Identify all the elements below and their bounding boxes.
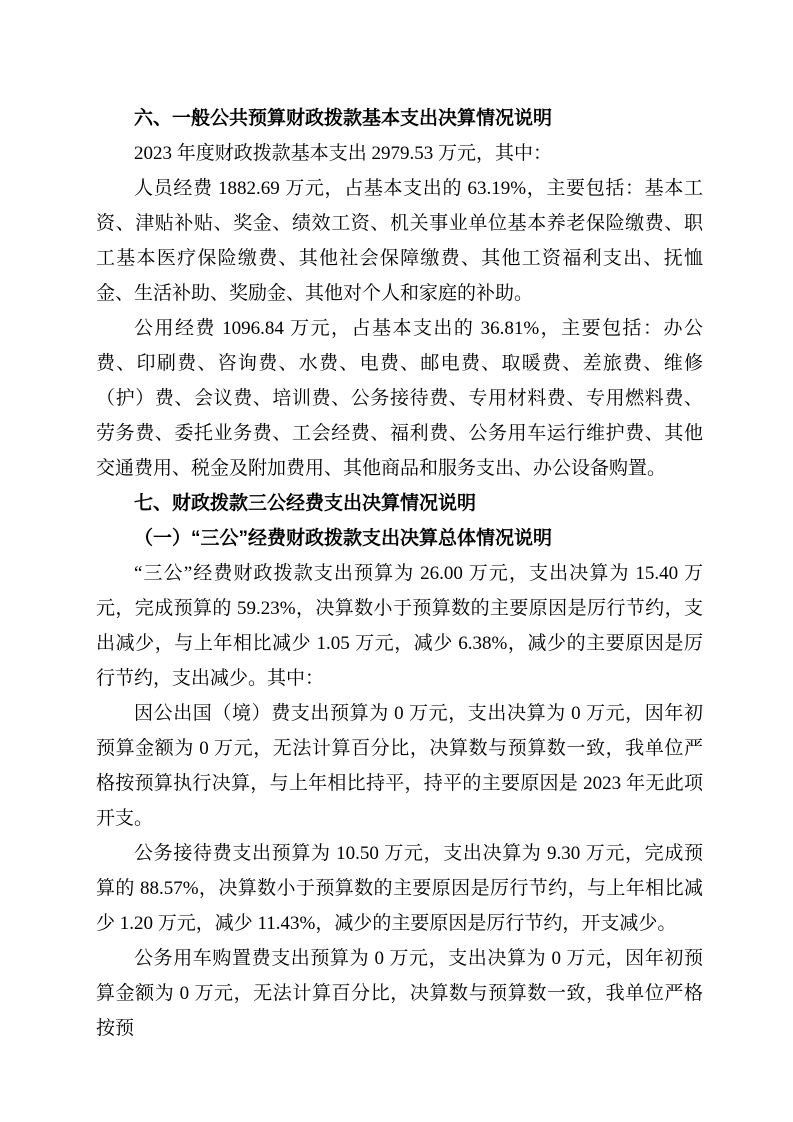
para-personnel-expenses: 人员经费 1882.69 万元，占基本支出的 63.19%，主要包括：基本工资、津贴补贴、奖金、绩效工资、机关事业单位基本养老保险缴费、职工基本医疗保险缴费、其他社会保障缴费、其他工资福利支出、抚恤金、生活补助、奖励金、其他对个人和家庭的补助。 xyxy=(96,178,703,304)
section-heading-basic-expenditure: 六、一般公共预算财政拨款基本支出决算情况说明 xyxy=(134,108,553,129)
para-total-basic-expenditure: 2023 年度财政拨款基本支出 2979.53 万元，其中： xyxy=(134,143,553,164)
para-public-operating-expenses: 公用经费 1096.84 万元，占基本支出的 36.81%，主要包括：办公费、印刷费、咨询费、水费、电费、邮电费、取暖费、差旅费、维修（护）费、会议费、培训费、公务接待费、专用材料费、专用燃料费、劳务费、委托业务费、工会经费、福利费、公务用车运行维护费、其他交通费用、税金及附加费用、其他商品和服务支出、办公设备购置。 xyxy=(96,318,703,479)
para-three-public-overall: “三公”经费财政拨款支出预算为 26.00 万元，支出决算为 15.40 万元，完成预算的 59.23%，决算数小于预算数的主要原因是厉行节约，支出减少，与上年相比减少 1.05 万元，减少 6.38%，减少的主要原因是厉行节约，支出减少。其中： xyxy=(96,563,703,689)
subsection-heading-three-public-overall: （一）“三公”经费财政拨款支出决算总体情况说明 xyxy=(134,528,553,549)
para-official-reception-expenses: 公务接待费支出预算为 10.50 万元，支出决算为 9.30 万元，完成预算的 88.57%，决算数小于预算数的主要原因是厉行节约，与上年相比减少 1.20 万元，减少 11.43%，减少的主要原因是厉行节约，开支减少。 xyxy=(96,843,703,934)
section-heading-three-public-funds: 七、财政拨款三公经费支出决算情况说明 xyxy=(134,493,477,514)
para-overseas-trip-expenses: 因公出国（境）费支出预算为 0 万元，支出决算为 0 万元，因年初预算金额为 0 万元，无法计算百分比，决算数与预算数一致，我单位严格按预算执行决算，与上年相比持平，持平的主要原因是 2023 年无此项开支。 xyxy=(96,703,703,829)
para-official-vehicle-purchase: 公务用车购置费支出预算为 0 万元，支出决算为 0 万元，因年初预算金额为 0 万元，无法计算百分比，决算数与预算数一致，我单位严格按预 xyxy=(96,948,703,1039)
